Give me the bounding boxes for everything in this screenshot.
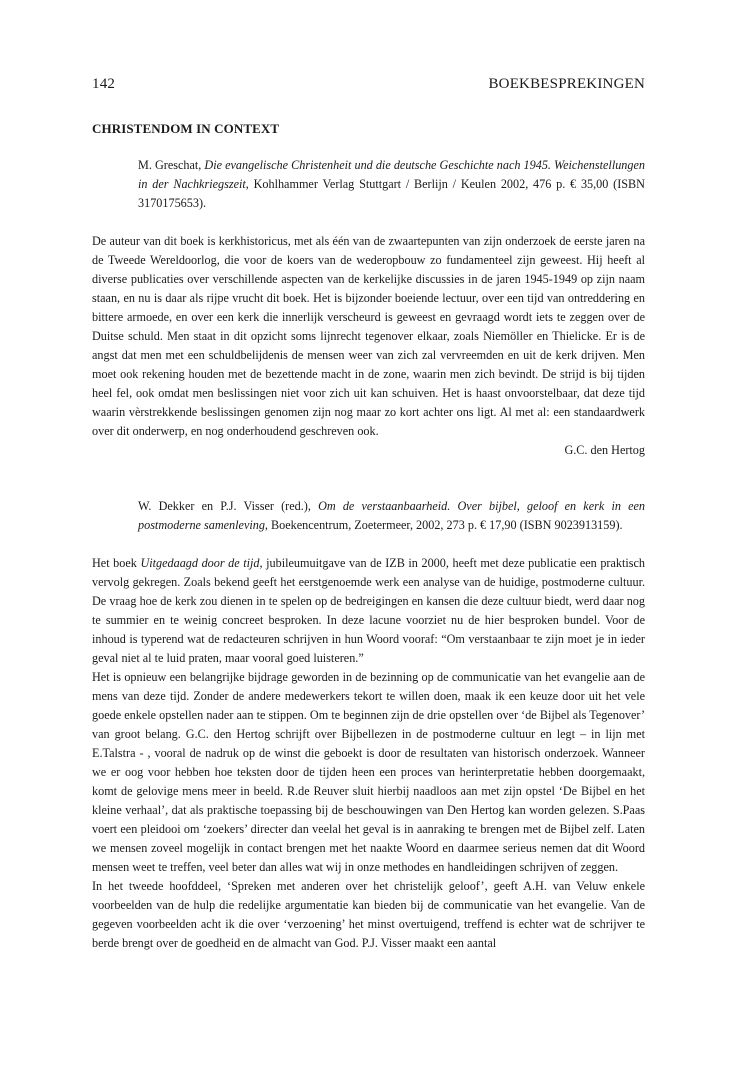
review-1-book-title: Die evangelische Christenheit und die deutsche Geschichte nach 1945. Weichenstellungen in der Nachkriegszeit (138, 158, 645, 191)
review-1-author: M. Greschat, (138, 158, 205, 172)
review-2-paragraph-3: In het tweede hoofddeel, ‘Spreken met anderen over het christelijk geloof’, geeft A.H. van Veluw enkele voorbeelden van de hulp die redelijke argumentatie kan bieden bij de communicatie van het evangelie. Van de gegeven voorbeelden acht ik die over ‘verzoening’ het minst overtuigend, treffend is echter wat de schrijver te berde brengt over de goedheid en de almacht van God. P.J. Visser maakt een aantal (92, 879, 645, 950)
review-2-p1-rest: jubileumuitgave van de IZB in 2000, heeft met deze publicatie een praktisch vervolg gekregen. Zoals bekend geeft het eerstgenoemde werk een analyse van de huidige, postmoderne cultuur. De vraag hoe de kerk zou dienen in te spelen op de bedreigingen en kansen die deze cultuur biedt, werd daar nog te summier en te weinig concreet besproken. In deze lacune voorziet nu de hier besproken bundel. Voor de inhoud is typerend wat de redacteuren schrijven in hun Woord vooraf: “Om verstaanbaar te zijn moet je in ieder geval niet al te luid praten, maar vooral goed luisteren.” (92, 556, 645, 665)
page (92, 76, 645, 953)
review-1-publication-details: , Kohlhammer Verlag Stuttgart / Berlijn / Keulen 2002, 476 p. € 35,00 (ISBN 3170175653). (138, 177, 645, 210)
running-title: BOEKBESPREKINGEN (488, 76, 645, 92)
review-2-paragraph-2: Het is opnieuw een belangrijke bijdrage geworden in de bezinning op de communicatie van het evangelie aan de mens van deze tijd. Zonder de andere medewerkers tekort te willen doen, maak ik een keuze door uit het vele goede enkele opstellen nader aan te stippen. Om te beginnen zijn de drie opstellen over ‘de Bijbel als Tegenover’ van groot belang. G.C. den Hertog schrijft over Bijbellezen in de postmoderne cultuur en legt – in lijn met E.Talstra - , vooral de nadruk op de winst die geboekt is door de resultaten van historisch onderzoek. Wanneer we er oog voor hebben hoe teksten door de tijden heen een proces van herinterpretatie hebben doorgemaakt, komt de gelovige mens meer in beeld. R.de Reuver sluit hierbij naadloos aan met zijn opstel ‘De Bijbel en het kleine verhaal’, dat als praktische toepassing bij de beschouwingen van Den Hertog kan worden gelezen. S.Paas voert een pleidooi om ‘zoekers’ directer dan veelal het geval is in aanraking te brengen met de Bijbel zelf. Laten we mensen zoveel mogelijk in contact brengen met het naakte Woord en daarmee serieus nemen dat dit Woord mensen weet te treffen, veel beter dan alles wat wij in onze methodes en handleidingen schrijven of zeggen. (92, 670, 645, 874)
review-2-book-title: Om de verstaanbaarheid. Over bijbel, geloof en kerk in een postmoderne samenleving, (138, 499, 646, 532)
section-title: CHRISTENDOM IN CONTEXT (92, 121, 280, 136)
review-2-p1-lead: Het boek (92, 556, 141, 570)
review-2-p1-cited-title: Uitgedaagd door de tijd, (140, 556, 263, 570)
review-2-paragraph-1 (92, 554, 645, 668)
review-1-signature: G.C. den Hertog (564, 443, 645, 457)
page-number: 142 (92, 76, 116, 92)
running-head (92, 76, 645, 98)
review-1-body: De auteur van dit boek is kerkhistoricus, met als één van de zwaartepunten van zijn onderzoek de eerste jaren na de Tweede Wereldoorlog, die voor de koers van de wederopbouw zo fundamenteel zijn geweest. Hij heeft al diverse publicaties over verschillende aspecten van de kerkelijke discussies in de jaren 1945-1949 op zijn naam staan, en nu is daar als rijpe vrucht dit boek. Het is bijzonder boeiende lectuur, over een tijd van ontreddering en bittere armoede, en over een kerk die innerlijk verscheurd is geweest en gevraagd wordt iets te zeggen over de Duitse schuld. Men staat in dit opzicht soms lijnrecht tegenover elkaar, zoals Niemöller en Thielicke. Er is de angst dat men met een schuldbelijdenis de mensen weer van zich zal vervreemden en uit de kerk drijven. Men moet ook rekening houden met de bezettende macht in de zone, waarin men zich bevindt. De strijd is bij tijden heel fel, ook omdat men beslissingen niet voor zich uit kan schuiven. Het is haast onvoorstelbaar, dat deze tijd waarin vèrstrekkende beslissingen genomen zijn nog maar zo kort achter ons ligt. Al met al: een standaardwerk over dit onderwerp, en nog onderhoudend geschreven ook. (92, 234, 645, 438)
review-2-author: W. Dekker en P.J. Visser (red.), (138, 499, 319, 513)
review-1-bibliography (138, 156, 645, 213)
review-2-bibliography (138, 497, 645, 535)
review-2-publication-details: Boekencentrum, Zoetermeer, 2002, 273 p. € 17,90 (ISBN 9023913159). (267, 518, 623, 532)
